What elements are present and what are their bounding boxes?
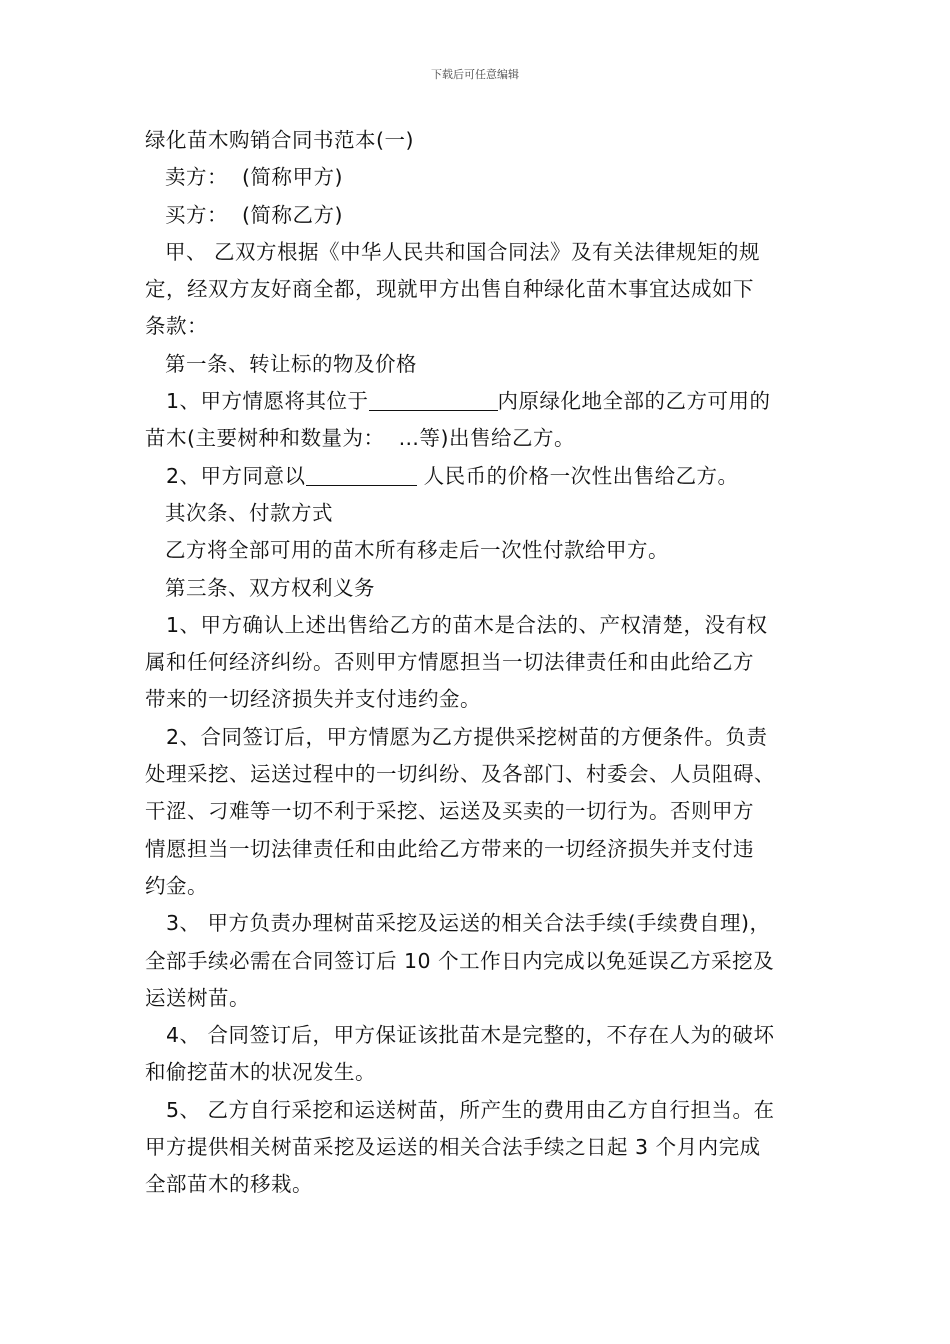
page-header-note: 下载后可任意编辑 [431,68,519,81]
article-1-title: 第一条、转让标的物及价格 [165,351,417,376]
document-title: 绿化苗木购销合同书范本(一) [145,128,414,152]
clause-text: 内原绿化地全部的乙方可用的 [497,389,771,414]
article-3-item-3-line-1: 3、 甲方负责办理树苗采挖及运送的相关合法手续(手续费自理)， [166,911,771,936]
article-3-item-2-line-1: 2、合同签订后，甲方情愿为乙方提供采挖树苗的方便条件。负责 [166,724,768,749]
seller-line: 卖方： (简称甲方) [165,165,344,190]
intro-line-2: 定，经双方友好商全都，现就甲方出售自种绿化苗木事宜达成如下 [145,277,754,302]
clause-text: 1、甲方情愿将其位于 [166,389,369,414]
article-3-item-2-line-3: 干涩、刁难等一切不利于采挖、运送及买卖的一切行为。否则甲方 [145,799,754,824]
article-3-item-1-line-2: 属和任何经济纠纷。否则甲方情愿担当一切法律责任和由此给乙方 [145,650,754,675]
intro-line-3: 条款： [145,314,208,339]
article-3-item-1-line-1: 1、甲方确认上述出售给乙方的苗木是合法的、产权清楚，没有权 [166,612,768,637]
article-3-item-3-line-2: 全部手续必需在合同签订后 10 个工作日内完成以免延误乙方采挖及 [145,948,775,973]
article-3-item-3-line-3: 运送树苗。 [145,985,250,1010]
article-3-item-4-line-2: 和偷挖苗木的状况发生。 [145,1060,376,1085]
article-3-item-2-line-2: 处理采挖、运送过程中的一切纠纷、及各部门、村委会、人员阻碍、 [145,762,775,787]
article-3-item-2-line-5: 约金。 [145,873,208,898]
price-blank-field [306,463,417,486]
article-3-item-5-line-3: 全部苗木的移栽。 [145,1172,313,1197]
location-blank-field [369,388,498,411]
intro-line-1: 甲、 乙双方根据《中华人民共和国合同法》及有关法律规矩的规 [165,239,761,264]
buyer-line: 买方： (简称乙方) [165,202,344,227]
article-3-title: 第三条、双方权利义务 [165,575,375,600]
article-3-item-2-line-4: 情愿担当一切法律责任和由此给乙方带来的一切经济损失并支付违 [145,836,754,861]
article-2-body: 乙方将全部可用的苗木所有移走后一次性付款给甲方。 [165,538,669,563]
article-3-item-4-line-1: 4、 合同签订后，甲方保证该批苗木是完整的，不存在人为的破坏 [166,1023,775,1048]
article-1-clause-1-line-1 [145,383,815,420]
clause-text: 人民币的价格一次性出售给乙方。 [416,463,739,488]
document-body [145,122,815,1204]
article-1-clause-1-line-2: 苗木(主要树种和数量为： …等)出售给乙方。 [145,426,576,451]
article-1-clause-2 [145,458,815,495]
article-3-item-1-line-3: 带来的一切经济损失并支付违约金。 [145,687,481,712]
article-3-item-5-line-2: 甲方提供相关树苗采挖及运送的相关合法手续之日起 3 个月内完成 [145,1135,761,1160]
article-3-item-5-line-1: 5、 乙方自行采挖和运送树苗，所产生的费用由乙方自行担当。在 [166,1097,775,1122]
clause-text: 2、甲方同意以 [166,463,306,488]
article-2-title: 其次条、付款方式 [165,500,333,525]
